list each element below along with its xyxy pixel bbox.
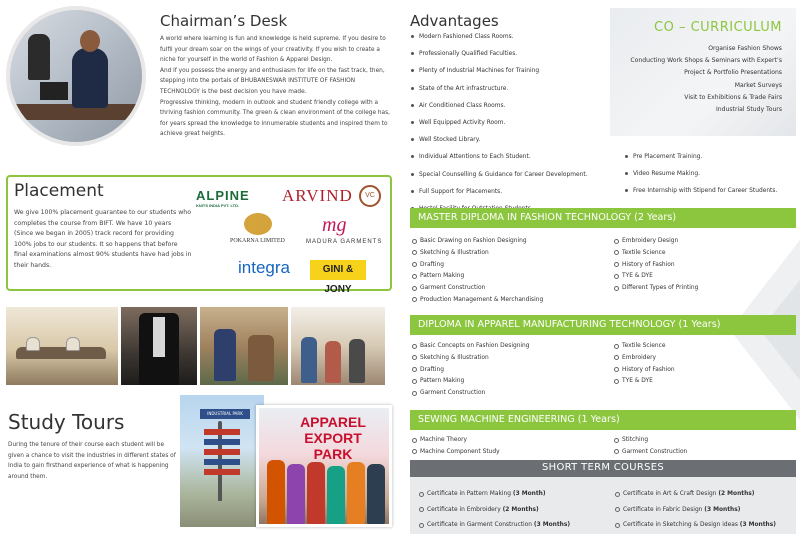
advantages-list-right [624,152,794,204]
chairman-paragraph: Progressive thinking, modern in outlook and student friendly college with a thriving fashion community. The green & clean environment of the college has, for years spread the knowledge to innumerable students and inspired them to achieve great heights. [160,99,390,138]
list-item: Textile Science [614,341,794,353]
list-item: Sketching & Illustration [412,353,612,365]
chairman-photo [6,6,146,146]
course-list-left [412,341,612,400]
list-item: Garment Construction [412,388,612,400]
list-item: Professionally Qualified Faculties. [410,49,610,66]
list-item: Well Equipped Activity Room. [410,118,610,135]
chairman-text [160,34,392,140]
mg-logo: mg [322,214,347,236]
study-tours-title: Study Tours [8,410,125,434]
short-term-list-right [614,489,796,536]
list-item: Embroidery Design [614,236,794,248]
list-item: Organise Fashion Shows [708,45,782,52]
list-item: Pre Placement Training. [624,152,794,169]
list-item: Drafting [412,260,612,272]
chairman-paragraph: A world where learning is fun and knowledge is held supreme. If you desire to fulfil your dream soar on the wings of your creativity. If you wish to create a niche for yourself in the world of Fashion & Apparel Design. [160,36,386,64]
course-list-left [412,236,612,307]
integra-logo: integra [238,258,290,277]
list-item: Pattern Making [412,271,612,283]
list-item: Textile Science [614,248,794,260]
photo-sewing-class [6,307,118,385]
short-term-title: SHORT TERM COURSES [542,462,664,473]
photo-students-lab [291,307,385,385]
gini-jony-logo: GINI & JONY [310,260,366,280]
alpine-logo-sub: KNITS INDIA PVT. LTD. [196,203,240,208]
list-item: Certificate in Art & Craft Design (2 Months) [614,489,796,505]
chairman-head [80,30,100,52]
arvind-logo: ARVIND [282,186,353,205]
alpine-logo [196,188,250,208]
list-item: Certificate in Fabric Design (3 Months) [614,505,796,521]
apparel-export-park-banner: APPAREL EXPORT PARK [300,414,366,462]
photo-garment-jacket [121,307,197,385]
list-item: Pattern Making [412,376,612,388]
list-item: Garment Construction [412,283,612,295]
list-item: Market Surveys [734,81,782,89]
course-list-right [614,341,794,388]
list-item: TYE & DYE [614,271,794,283]
list-item: Visit to Exhibitions & Trade Fairs [684,93,782,101]
list-item: Basic Concepts on Fashion Designing [412,341,612,353]
list-item: Air Conditioned Class Rooms. [410,101,610,118]
placement-title: Placement [14,181,104,201]
list-item: Machine Theory [412,435,612,447]
chairman-title: Chairman’s Desk [160,12,288,30]
list-item: Modern Fashioned Class Rooms. [410,32,610,49]
co-curriculum-title: CO – CURRICULUM [654,20,782,35]
list-item: Individual Attentions to Each Student. [410,152,610,169]
list-item: State of the Art infrastructure. [410,84,610,101]
list-item: Video Resume Making. [624,169,794,186]
list-item: Special Counselling & Guidance for Career Development. [410,170,610,187]
course-header-apparel-manufacturing: DIPLOMA IN APPAREL MANUFACTURING TECHNOLOGY (1 Years) [410,315,796,335]
list-item: TYE & DYE [614,376,794,388]
list-item: Stitching [614,435,794,447]
course-list-right [614,435,794,459]
list-item: Basic Drawing on Fashion Designing [412,236,612,248]
course-header-master-diploma: MASTER DIPLOMA IN FASHION TECHNOLOGY (2 Years) [410,208,796,228]
list-item: Industrial Study Tours [715,105,782,113]
list-item: Certificate in Sketching & Design ideas (3 Months) [614,520,796,536]
short-term-list-left [418,489,614,536]
madura-logo: MADURA GARMENTS [306,239,383,245]
pokarna-logo-emblem [244,213,272,235]
photo-workshop [200,307,288,385]
laptop [40,82,68,100]
list-item: Conducting Work Shops & Seminars with Expert’s [630,57,782,65]
mannequin-figure [28,34,50,80]
course-header-sewing-machine: SEWING MACHINE ENGINEERING (1 Years) [410,410,796,430]
list-item: Production Management & Merchandising [412,295,612,307]
list-item: Full Support for Placements. [410,187,610,204]
course-list-right [614,236,794,295]
advantages-list [410,32,610,221]
study-tours-text: During the tenure of their course each student will be given a chance to visit the industries in different states of India to gain firsthand experience of what is happening around them. [8,442,176,480]
chairman-figure [72,48,108,108]
pokarna-logo: POKARNA LIMITED [230,238,285,244]
list-item: Drafting [412,365,612,377]
industrial-park-sign: INDUSTRIAL PARK [200,409,250,419]
course-list-left [412,435,612,459]
chairman-paragraph: And if you possess the energy and enthusiasm for life on the fast track, then, stepping into the portals of BHUBANESWAR INSTITUTE OF FASHION TECHNOLOGY is the best decision you have made. [160,67,385,95]
vc-logo: VC [359,185,381,207]
co-curriculum-list [610,44,782,117]
photo-apparel-export-park [256,405,392,527]
alpine-logo-name: ALPINE [196,188,250,203]
list-item: History of Fashion [614,260,794,272]
list-item: Embroidery [614,353,794,365]
list-item: Machine Component Study [412,447,612,459]
list-item: Certificate in Garment Construction (3 Months) [418,520,614,536]
list-item: Certificate in Embroidery (2 Months) [418,505,614,521]
placement-text: We give 100% placement guarantee to our students who completes the course from BIFT. We have 10 years (Since we began in 2005) track record for providing 100% jobs to our students. It so happens that before final examinations almost 90% students have had jobs in their hands. [14,209,192,269]
list-item: Plenty of Industrial Machines for Training [410,66,610,83]
photo-industrial-park [180,395,264,527]
list-item: Well Stocked Library. [410,135,610,152]
list-item: Garment Construction [614,447,794,459]
list-item: Certificate in Pattern Making (3 Month) [418,489,614,505]
list-item: History of Fashion [614,365,794,377]
list-item: Free Internship with Stipend for Career Students. [624,186,794,203]
list-item: Project & Portfolio Presentations [684,69,782,77]
list-item: Different Types of Printing [614,283,794,295]
list-item: Sketching & Illustration [412,248,612,260]
advantages-title: Advantages [410,12,499,30]
